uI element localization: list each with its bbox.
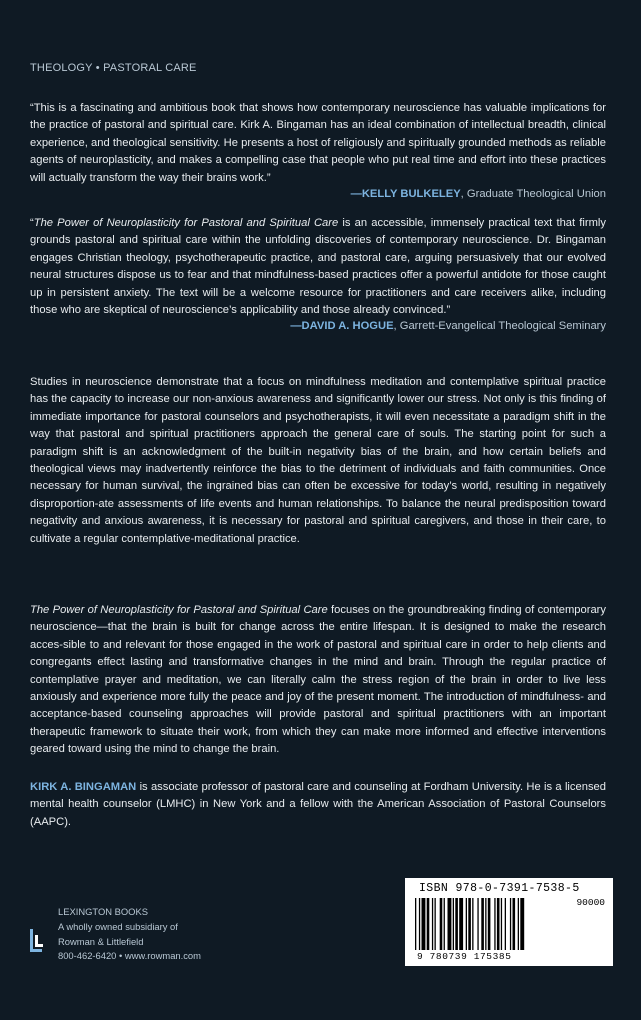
author-bio-text: is associate professor of pastoral care and counseling at Fordham University. He is a licensed mental health counselor (LMHC) in New York and a fellow with the American Association of Pastoral Counselors (AAPC). [30, 781, 606, 828]
endorsement-2 [30, 215, 606, 336]
endorsement-quote-open: “ [30, 217, 34, 229]
author-bio [30, 779, 606, 831]
endorser-name: —KELLY BULKELEY [350, 188, 461, 201]
publisher-name: LEXINGTON BOOKS [58, 906, 148, 917]
endorsement-attribution [30, 318, 606, 335]
book-title: The Power of Neuroplasticity for Pastoral and Spiritual Care [30, 604, 328, 616]
endorsement-attribution [30, 186, 606, 203]
endorsement-quote: is an accessible, immensely practical text that firmly grounds pastoral and spiritual care within the unfolding discoveries of contemporary neuroscience. Dr. Bingaman engages Christian theology, psychotherapeutic practice, and pastoral care, arguing persuasively that our evolved neural structures dispose us to fear and that mindfulness-based practices offer a powerful antidote for those caught up in persistent anxiety. The text will be a welcome resource for practitioners and care receivers alike, including those who are skeptical of neuroscience’s applicability and those already convinced.” [30, 217, 607, 317]
publisher-parent: Rowman & Littlefield [58, 935, 144, 947]
endorsement-quote: “This is a fascinating and ambitious book that shows how contemporary neuroscience has valuable implications for the practice of pastoral and spiritual care. Kirk A. Bingaman has an ideal combination of intellectual breadth, clinical experience, and theological sensitivity. He presents a host of religiously and spiritually grounded methods as reliable agents of neuroplasticity, and makes a compelling case that people who put real time and effort into these practices will actually transform the way their brains work.” [30, 102, 606, 184]
price-code: 90000 [576, 897, 605, 908]
endorser-affiliation: , Garrett-Evangelical Theological Seminary [393, 320, 606, 333]
endorsement-1 [30, 100, 606, 203]
endorser-affiliation: , Graduate Theological Union [460, 188, 606, 201]
isbn-text: ISBN 978-0-7391-7538-5 [419, 882, 580, 895]
publisher-block [30, 905, 290, 975]
publisher-subsidiary: A wholly owned subsidiary of [58, 920, 178, 932]
publisher-contact: 800-462-6420 • www.rowman.com [58, 950, 201, 962]
description-paragraph-2 [30, 602, 606, 759]
endorser-name: —DAVID A. HOGUE [290, 320, 394, 333]
author-name: KIRK A. BINGAMAN [30, 781, 137, 793]
lexington-logo-icon [30, 929, 44, 953]
isbn-barcode [405, 878, 613, 966]
publisher-info [58, 905, 201, 964]
description-paragraph-1: Studies in neuroscience demonstrate that a focus on mindfulness meditation and contemplative spiritual practice has the capacity to increase our non-anxious awareness and significantly lower our stress. Not only is this finding of immediate importance for pastoral counselors and psychotherapists, it will even necessitate a paradigm shift in the way that pastoral and spiritual practitioners approach the general care of souls. The starting point for such a paradigm shift is an acknowledgment of the built-in negativity bias of the brain, and how certain beliefs and theological views may inadvertently reinforce the bias to the detriment of individuals and faith communities. Once necessary for human survival, the ingrained bias can often be excessive for today’s world, resulting in negatively disproportion-ate assessments of life events and human relationships. To balance the neural predisposition toward negativity and anxious awareness, it is necessary for pastoral and spiritual caregivers, and those in their care, to cultivate a regular contemplative-meditational practice. [30, 376, 606, 545]
barcode-number: 9 780739 175385 [417, 951, 512, 962]
category-label: THEOLOGY • PASTORAL CARE [30, 62, 197, 74]
endorsement-book-title: The Power of Neuroplasticity for Pastoral and Spiritual Care [33, 217, 339, 229]
description-text: focuses on the groundbreaking finding of contemporary neuroscience—that the brain is built for change across the entire lifespan. It is designed to make the research acces-sible to and relevant for those engaged in the work of pastoral and spiritual care in order to help clients and congregants effect lasting and transformative changes in the mind and brain. Through the regular practice of contemplative prayer and meditation, we can literally calm the stress region of the brain in order to live less anxiously and experience more fully the peace and joy of the present moment. The introduction of mindfulness- and acceptance-based counseling approaches will provide pastoral and spiritual practitioners with an important therapeutic framework to situate their work, from which they can make more informed and effective interventions geared toward using the mind to change the brain. [30, 604, 606, 756]
barcode-bars [415, 898, 565, 950]
